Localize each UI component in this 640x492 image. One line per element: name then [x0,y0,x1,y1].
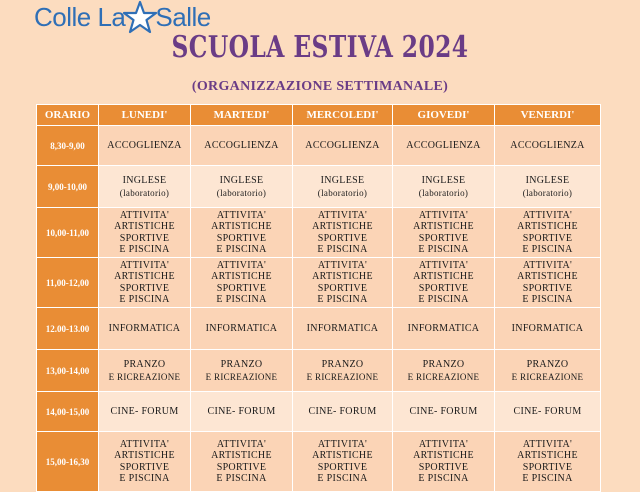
activity-line: E PISCINA [317,244,368,255]
activity-line: CINE- FORUM [308,405,377,417]
activity-line: ARTISTICHE [413,221,474,232]
activity-cell [99,308,191,350]
activity-line: CINE- FORUM [409,405,478,417]
activity-cell [393,350,495,392]
activity-line: SPORTIVE [119,232,170,244]
activity-line: INGLESE [320,174,365,186]
activity-line: SPORTIVE [119,461,170,473]
table-row [37,126,601,166]
activity-cell [393,308,495,350]
activity-line: ARTISTICHE [114,450,175,461]
activity-line: SPORTIVE [216,232,267,244]
table-row [37,258,601,308]
activity-line: ARTISTICHE [312,221,373,232]
activity-line: ARTISTICHE [211,271,272,282]
activity-line: SPORTIVE [317,461,368,473]
activity-line: INGLESE [421,174,466,186]
activity-line: ARTISTICHE [517,450,578,461]
activity-line: E PISCINA [418,244,469,255]
activity-line: E PISCINA [418,473,469,484]
activity-cell [293,258,393,308]
activity-cell [293,392,393,432]
activity-line: E PISCINA [119,244,170,255]
activity-line: ATTIVITA' [317,259,368,271]
logo [34,0,211,34]
activity-line: CINE- FORUM [207,405,276,417]
activity-line: PRANZO [123,358,166,370]
activity-line: ARTISTICHE [211,450,272,461]
activity-cell [191,166,293,208]
header-row [37,105,601,126]
activity-cell [99,166,191,208]
activity-line: ARTISTICHE [211,221,272,232]
activity-line: PRANZO [422,358,465,370]
activity-line: (laboratorio) [418,187,469,198]
activity-line: ARTISTICHE [413,450,474,461]
activity-line: SPORTIVE [522,282,573,294]
activity-line: E PISCINA [418,294,469,305]
header-cell: VENERDI' [495,105,601,126]
activity-line: (laboratorio) [119,187,170,198]
header-cell: ORARIO [37,105,99,126]
activity-line: INFORMATICA [511,322,584,334]
activity-cell [99,350,191,392]
activity-cell [495,166,601,208]
activity-cell [191,350,293,392]
activity-line: E PISCINA [119,473,170,484]
activity-line: SPORTIVE [418,232,469,244]
logo-text-right: Salle [155,1,211,32]
table-row [37,392,601,432]
activity-cell [393,126,495,166]
activity-cell [293,432,393,492]
activity-line: PRANZO [321,358,364,370]
activity-line: SPORTIVE [418,461,469,473]
time-cell: 11,00-12,00 [37,258,99,308]
activity-line: CINE- FORUM [110,405,179,417]
header-cell: MARTEDI' [191,105,293,126]
activity-cell [293,126,393,166]
activity-line: ATTIVITA' [418,209,469,221]
activity-cell [293,166,393,208]
time-cell: 15,00-16,30 [37,432,99,492]
activity-line: ARTISTICHE [114,221,175,232]
activity-line: SPORTIVE [317,232,368,244]
activity-line: SPORTIVE [522,232,573,244]
activity-line: ATTIVITA' [216,259,267,271]
activity-line: SPORTIVE [522,461,573,473]
activity-line: SPORTIVE [418,282,469,294]
activity-cell [191,392,293,432]
activity-line: ARTISTICHE [517,271,578,282]
time-cell: 10,00-11,00 [37,208,99,258]
activity-line: E RICREAZIONE [108,371,181,382]
activity-cell [495,350,601,392]
activity-cell [191,432,293,492]
activity-line: ARTISTICHE [413,271,474,282]
activity-line: ARTISTICHE [114,271,175,282]
activity-line: E RICREAZIONE [306,371,379,382]
activity-line: ATTIVITA' [418,438,469,450]
header-cell: MERCOLEDI' [293,105,393,126]
activity-line: E PISCINA [119,294,170,305]
activity-line: (laboratorio) [216,187,267,198]
time-cell: 14,00-15,00 [37,392,99,432]
activity-line: E RICREAZIONE [205,371,278,382]
activity-cell [393,432,495,492]
time-cell: 9,00-10,00 [37,166,99,208]
activity-line: ATTIVITA' [317,438,368,450]
activity-line: ARTISTICHE [517,221,578,232]
activity-cell [393,208,495,258]
activity-cell [495,392,601,432]
activity-cell [99,126,191,166]
activity-cell [293,350,393,392]
activity-line: ATTIVITA' [418,259,469,271]
activity-line: ACCOGLIENZA [107,139,182,151]
activity-cell [191,308,293,350]
activity-line: INGLESE [525,174,570,186]
activity-cell [495,126,601,166]
activity-cell [495,308,601,350]
activity-line: PRANZO [526,358,569,370]
activity-line: INFORMATICA [205,322,278,334]
activity-cell [495,432,601,492]
page-subtitle: (ORGANIZZAZIONE SETTIMANALE) [191,79,449,94]
activity-cell [293,208,393,258]
activity-line: ATTIVITA' [119,438,170,450]
activity-cell [393,166,495,208]
activity-line: E PISCINA [317,294,368,305]
table-row [37,308,601,350]
activity-line: ATTIVITA' [216,438,267,450]
activity-line: INFORMATICA [407,322,480,334]
activity-line: ACCOGLIENZA [305,139,380,151]
activity-line: ATTIVITA' [522,209,573,221]
activity-cell [191,208,293,258]
activity-line: SPORTIVE [119,282,170,294]
activity-cell [99,392,191,432]
activity-cell [99,432,191,492]
activity-line: ATTIVITA' [522,259,573,271]
activity-line: E PISCINA [216,294,267,305]
activity-line: ACCOGLIENZA [510,139,585,151]
activity-cell [99,258,191,308]
activity-line: SPORTIVE [216,282,267,294]
activity-line: ATTIVITA' [216,209,267,221]
activity-line: E PISCINA [522,294,573,305]
time-cell: 12.00-13.00 [37,308,99,350]
activity-line: INGLESE [122,174,167,186]
table-row [37,350,601,392]
activity-line: ATTIVITA' [522,438,573,450]
logo-text-left: Colle La [34,1,126,32]
page-title: SCUOLA ESTIVA 2024 [171,30,469,65]
activity-line: ACCOGLIENZA [406,139,481,151]
table-row [37,432,601,492]
activity-line: ATTIVITA' [119,209,170,221]
activity-cell [99,208,191,258]
activity-line: INGLESE [219,174,264,186]
star-icon [123,0,157,34]
activity-line: (laboratorio) [522,187,573,198]
activity-line: INFORMATICA [108,322,181,334]
activity-line: SPORTIVE [216,461,267,473]
activity-line: ARTISTICHE [312,271,373,282]
activity-line: E PISCINA [317,473,368,484]
header-cell: LUNEDI' [99,105,191,126]
activity-line: E RICREAZIONE [407,371,480,382]
activity-line: ATTIVITA' [119,259,170,271]
activity-line: SPORTIVE [317,282,368,294]
activity-line: CINE- FORUM [513,405,582,417]
activity-line: E PISCINA [216,244,267,255]
activity-line: ACCOGLIENZA [204,139,279,151]
activity-line: ATTIVITA' [317,209,368,221]
schedule-table [36,104,601,492]
activity-line: PRANZO [220,358,263,370]
activity-line: (laboratorio) [317,187,368,198]
activity-cell [393,258,495,308]
table-row [37,208,601,258]
activity-cell [191,258,293,308]
header-cell: GIOVEDI' [393,105,495,126]
table-row [37,166,601,208]
activity-line: ARTISTICHE [312,450,373,461]
activity-line: E PISCINA [522,473,573,484]
activity-cell [191,126,293,166]
time-cell: 13,00-14,00 [37,350,99,392]
activity-line: E RICREAZIONE [511,371,584,382]
time-cell: 8,30-9,00 [37,126,99,166]
activity-cell [293,308,393,350]
activity-line: E PISCINA [522,244,573,255]
activity-cell [393,392,495,432]
activity-cell [495,208,601,258]
activity-line: E PISCINA [216,473,267,484]
activity-line: INFORMATICA [306,322,379,334]
activity-cell [495,258,601,308]
